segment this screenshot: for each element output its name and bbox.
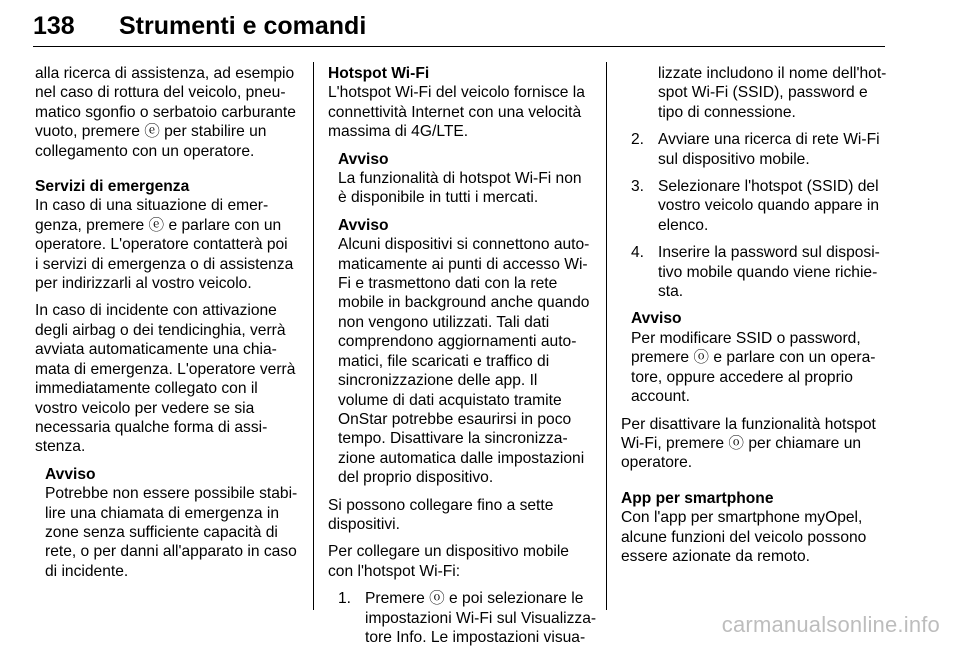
- note-text: [338, 235, 598, 487]
- text-line: avviata automaticamente una chia-: [35, 341, 277, 359]
- text-line: con l'hotspot Wi-Fi:: [328, 562, 461, 580]
- text-line: comprendono aggiornamenti auto-: [338, 333, 577, 351]
- text-line: matico sgonfio o serbatoio carburante: [35, 103, 296, 121]
- page-number: 138: [33, 12, 75, 40]
- text-line: L'hotspot Wi-Fi del veicolo fornisce la: [328, 84, 585, 102]
- text-line: sincronizzazione delle app. Il: [338, 372, 538, 390]
- app-heading: App per smartphone: [621, 489, 774, 507]
- text-line: genza, premere ⓔ e parlare con un: [35, 216, 282, 234]
- text-line: lire una chiamata di emergenza in: [45, 504, 280, 522]
- devices-paragraph: [328, 496, 598, 535]
- step-1: [338, 589, 598, 647]
- text-line: tore, oppure accedere al proprio: [631, 368, 853, 386]
- step-3: [631, 177, 891, 235]
- text-line: alla ricerca di assistenza, ad esempio: [35, 65, 295, 82]
- note-heading: Avviso: [338, 150, 389, 168]
- text-line: Avviare una ricerca di rete Wi-Fi: [658, 131, 880, 149]
- text-line: i servizi di emergenza o di assistenza: [35, 255, 294, 273]
- ssid-note: [621, 309, 891, 406]
- step-text: [658, 130, 891, 169]
- step-number: 2.: [631, 131, 645, 149]
- column-2: [328, 64, 598, 647]
- text-line: Per modificare SSID o password,: [631, 329, 861, 347]
- text-line: Potrebbe non essere possibile stabi-: [45, 485, 298, 503]
- emergency-note: [35, 465, 305, 581]
- text-line: vostro veicolo per vedere se sia: [35, 399, 255, 417]
- text-line: maticamente ai punti di accesso Wi-: [338, 255, 588, 273]
- text-line: account.: [631, 388, 690, 406]
- step-number: 3.: [631, 178, 645, 196]
- text-line: Fi e trasmettono dati con la rete: [338, 275, 558, 293]
- column-1: [35, 64, 305, 581]
- intro-paragraph: [35, 64, 305, 161]
- note-text: [631, 329, 891, 407]
- text-line: Inserire la password sul disposi-: [658, 244, 880, 262]
- text-line: Selezionare l'hotspot (SSID) del: [658, 178, 879, 196]
- connect-paragraph: [328, 542, 598, 581]
- text-line: Con l'app per smartphone myOpel,: [621, 509, 863, 527]
- step-number: 4.: [631, 244, 645, 262]
- text-line: zone senza sufficiente capacità di: [45, 523, 278, 541]
- text-line: rete, o per danni all'apparato in caso: [45, 543, 297, 561]
- step-2: [631, 130, 891, 169]
- disable-paragraph: [621, 415, 891, 473]
- text-line: matici, file scaricati e traffico di: [338, 352, 550, 370]
- text-line: Per disattivare la funzionalità hotspot: [621, 415, 876, 433]
- text-line: premere ⓞ e parlare con un opera-: [631, 349, 876, 367]
- text-line: Wi-Fi, premere ⓞ per chiamare un: [621, 434, 862, 452]
- note-heading: Avviso: [45, 465, 96, 483]
- step-text: [658, 64, 891, 122]
- text-line: sta.: [658, 283, 684, 301]
- text-line: operatore.: [621, 454, 693, 472]
- text-line: spot Wi-Fi (SSID), password e: [658, 84, 868, 102]
- text-line: Si possono collegare fino a sette: [328, 496, 554, 514]
- step-text: [658, 177, 891, 235]
- text-line: OnStar potrebbe esaurirsi in poco: [338, 410, 572, 428]
- note-text: [338, 169, 598, 208]
- text-line: impostazioni Wi-Fi sul Visualizza-: [365, 609, 597, 627]
- text-line: Premere ⓞ e poi selezionare le: [365, 590, 584, 608]
- text-line: tivo mobile quando viene richie-: [658, 263, 878, 281]
- hotspot-note-2: [328, 216, 598, 488]
- text-line: di incidente.: [45, 562, 129, 580]
- text-line: mata di emergenza. L'operatore verrà: [35, 360, 296, 378]
- hotspot-heading: Hotspot Wi-Fi: [328, 65, 430, 82]
- section-title: Strumenti e comandi: [119, 12, 367, 40]
- page-header: [33, 6, 885, 46]
- emergency-paragraph-1: [35, 196, 305, 293]
- note-heading: Avviso: [631, 310, 682, 328]
- text-line: immediatamente collegato con il: [35, 380, 258, 398]
- column-3: [621, 64, 891, 566]
- text-line: La funzionalità di hotspot Wi-Fi non: [338, 170, 582, 188]
- text-line: è disponibile in tutti i mercati.: [338, 189, 539, 207]
- text-line: non vengono utilizzati. Tali dati: [338, 313, 550, 331]
- text-line: essere azionate da remoto.: [621, 547, 810, 565]
- emergency-heading: Servizi di emergenza: [35, 178, 190, 196]
- text-line: elenco.: [658, 216, 709, 234]
- text-line: necessaria qualche forma di assi-: [35, 418, 268, 436]
- text-line: alcune funzioni del veicolo possono: [621, 528, 867, 546]
- text-line: degli airbag o dei tendicinghia, verrà: [35, 321, 286, 339]
- text-line: In caso di incidente con attivazione: [35, 302, 277, 320]
- step-text: [658, 243, 891, 301]
- text-line: lizzate includono il nome dell'hot-: [658, 65, 887, 82]
- hotspot-paragraph: [328, 83, 598, 141]
- header-rule: [33, 46, 885, 47]
- text-line: mobile in background anche quando: [338, 294, 590, 312]
- text-line: stenza.: [35, 438, 86, 456]
- text-line: vostro veicolo quando appare in: [658, 197, 880, 215]
- text-line: nel caso di rottura del veicolo, pneu-: [35, 84, 286, 102]
- note-heading: Avviso: [338, 216, 389, 234]
- text-line: per indirizzarli al vostro veicolo.: [35, 275, 252, 293]
- emergency-paragraph-2: [35, 301, 305, 456]
- text-line: sul dispositivo mobile.: [658, 150, 810, 168]
- text-line: tempo. Disattivare la sincronizza-: [338, 430, 568, 448]
- text-line: tipo di connessione.: [658, 103, 796, 121]
- text-line: volume di dati acquistato tramite: [338, 391, 562, 409]
- text-line: operatore. L'operatore contatterà poi: [35, 236, 288, 254]
- text-line: In caso di una situazione di emer-: [35, 197, 269, 215]
- note-text: [45, 484, 305, 581]
- text-line: connettività Internet con una velocità: [328, 103, 582, 121]
- text-line: Per collegare un dispositivo mobile: [328, 543, 569, 561]
- column-divider-2: [606, 62, 607, 610]
- text-line: massima di 4G/LTE.: [328, 123, 469, 141]
- column-divider-1: [313, 62, 314, 610]
- text-line: tore Info. Le impostazioni visua-: [365, 628, 586, 646]
- text-line: collegamento con un operatore.: [35, 142, 255, 160]
- hotspot-note-1: [328, 150, 598, 208]
- text-line: Alcuni dispositivi si connettono auto-: [338, 236, 590, 254]
- text-line: del proprio dispositivo.: [338, 469, 494, 487]
- step-1-continued: [631, 64, 891, 122]
- text-line: zione automatica dalle impostazioni: [338, 449, 585, 467]
- text-line: vuoto, premere ⓔ per stabilire un: [35, 123, 267, 141]
- step-text: [365, 589, 598, 647]
- text-line: dispositivi.: [328, 515, 400, 533]
- watermark: carmanualsonline.info: [721, 612, 940, 637]
- step-number: 1.: [338, 590, 352, 608]
- step-4: [631, 243, 891, 301]
- app-paragraph: [621, 508, 891, 566]
